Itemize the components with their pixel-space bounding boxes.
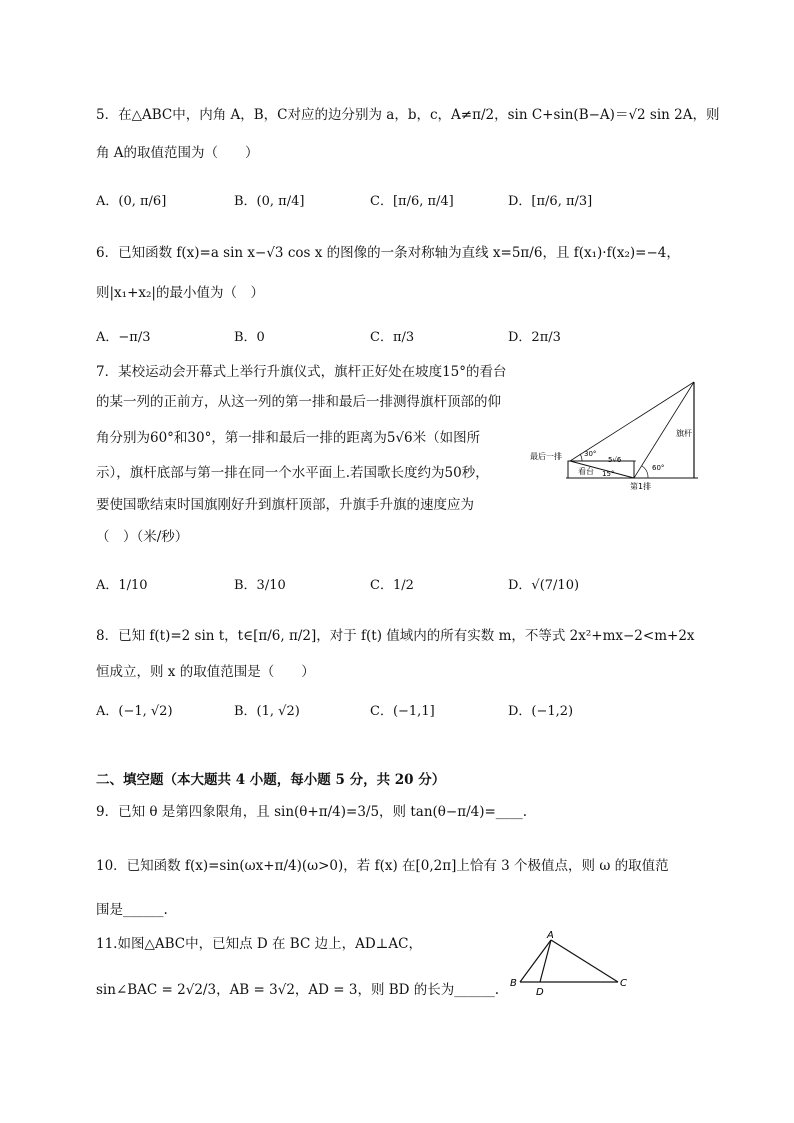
q7-figure-angle-15: 15°	[602, 470, 615, 478]
q6-option-c: C．π/3	[370, 330, 415, 345]
q7-figure-distance: 5√6	[608, 456, 622, 464]
q8-line1: 8．已知 f(t)=2 sin t，t∈[π/6, π/2]，对于 f(t) 值域内的所有实数 m，不等式 2x²+mx−2<m+2x	[96, 628, 695, 644]
q7-line1: 7．某校运动会开幕式上举行升旗仪式，旗杆正好处在坡度15°的看台	[96, 364, 507, 380]
q8-option-d: D．(−1,2)	[508, 704, 574, 719]
q6-option-d: D．2π/3	[508, 330, 561, 345]
q5-option-d: D．[π/6, π/3]	[508, 194, 593, 209]
q11-figure-label-b: B	[510, 978, 517, 989]
q7-figure-angle-30: 30°	[584, 450, 597, 458]
q7-figure-pole-label: 旗杆	[676, 429, 692, 438]
q7-line6: （ ）（米/秒）	[96, 529, 189, 545]
q11-figure-label-c: C	[620, 978, 627, 989]
q6-line2: 则|x₁+x₂|的最小值为（ ）	[96, 285, 264, 301]
q7-flagpole-figure	[526, 376, 702, 492]
q6-option-b: B．0	[234, 330, 265, 345]
q8-option-a: A．(−1, √2)	[96, 704, 173, 719]
q7-figure-first-row-label: 第1排	[630, 482, 652, 491]
q7-figure-stand-label: 看台	[578, 467, 594, 476]
q8-option-b: B．(1, √2)	[234, 704, 300, 719]
q11-figure-label-a: A	[547, 930, 554, 941]
q9-line1: 9．已知 θ 是第四象限角，且 sin(θ+π/4)=3/5，则 tan(θ−π/4)=____.	[96, 804, 528, 820]
q7-figure-angle-60: 60°	[652, 464, 665, 472]
q11-figure-label-d: D	[536, 987, 544, 998]
q10-line2: 围是______.	[96, 902, 168, 918]
q11-line2: sin∠BAC = 2√2/3，AB = 3√2，AD = 3，则 BD 的长为______.	[96, 982, 500, 998]
q6-line1: 6．已知函数 f(x)=a sin x−√3 cos x 的图像的一条对称轴为直线 x=5π/6，且 f(x₁)·f(x₂)=−4，	[96, 245, 680, 261]
q5-line2: 角 A的取值范围为（ ）	[96, 145, 259, 161]
q7-option-b: B．3/10	[234, 578, 286, 593]
q8-option-c: C．(−1,1]	[370, 704, 435, 719]
q7-line2: 的某一列的正前方，从这一列的第一排和最后一排测得旗杆顶部的仰	[96, 394, 501, 410]
q10-line1: 10．已知函数 f(x)=sin(ωx+π/4)(ω>0)，若 f(x) 在[0,2π]上恰有 3 个极值点，则 ω 的取值范	[96, 858, 669, 874]
q11-line1: 11.如图△ABC中，已知点 D 在 BC 边上，AD⊥AC，	[96, 936, 422, 952]
section-heading: 二、填空题（本大题共 4 小题，每小题 5 分，共 20 分）	[96, 772, 446, 788]
q5-option-a: A．(0, π/6]	[96, 194, 167, 209]
q5-option-b: B．(0, π/4]	[234, 194, 305, 209]
q7-line4: 示），旗杆底部与第一排在同一个水平面上.若国歌长度约为50秒，	[96, 465, 489, 481]
q11-triangle-figure	[506, 928, 634, 998]
q7-line5: 要使国歌结束时国旗刚好升到旗杆顶部，升旗手升旗的速度应为	[96, 497, 474, 513]
q8-line2: 恒成立，则 x 的取值范围是（ ）	[96, 664, 315, 680]
q7-option-d: D．√(7/10)	[508, 578, 580, 593]
q6-option-a: A．−π/3	[96, 330, 151, 345]
q7-line3: 角分别为60°和30°，第一排和最后一排的距离为5√6米（如图所	[96, 430, 481, 446]
q7-option-a: A．1/10	[96, 578, 148, 593]
q7-figure-last-row-label: 最后一排	[530, 452, 562, 461]
q5-option-c: C．[π/6, π/4]	[370, 194, 454, 209]
q5-line1: 5．在△ABC中，内角 A，B，C对应的边分别为 a，b，c，A≠π/2，sin C+sin(B−A)＝√2 sin 2A，则	[96, 107, 720, 123]
q7-option-c: C．1/2	[370, 578, 414, 593]
